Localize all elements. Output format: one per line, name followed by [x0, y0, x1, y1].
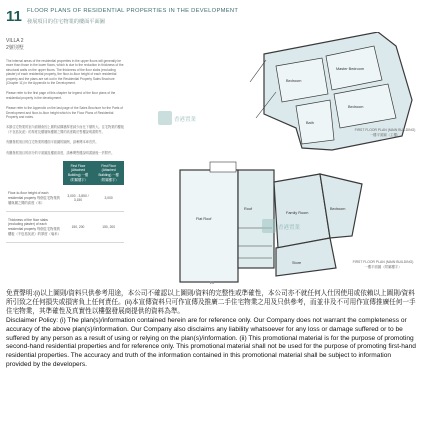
- left-column: [6, 38, 124, 243]
- table-row: [6, 185, 124, 212]
- room-label: Bedroom: [286, 79, 302, 83]
- chapter-title-zh: 發展項目的住宅物業的樓面平面圖: [27, 19, 105, 25]
- disclaimer: [6, 290, 418, 370]
- room-label: Master Bedroom: [336, 67, 365, 71]
- room-label: Bedroom: [330, 207, 346, 211]
- bottom-plan-caption-zh: 一樓平面圖（附屬樓宇）: [364, 264, 402, 269]
- svg-text:香港置業: 香港置業: [278, 225, 301, 231]
- villa-label-en: VILLA 2: [6, 38, 24, 44]
- note-6: 有關發展項目的部分的平面圖及樓面高度，請參閱售樓說明書最後一頁附件。: [6, 150, 115, 155]
- room-label: Family Room: [286, 211, 309, 215]
- room-label: Bath: [306, 121, 314, 125]
- row-value: 3,000 - 3,850 / 3,150: [63, 185, 94, 212]
- top-plan-caption-zh: 一樓平面圖（主樓）: [369, 132, 401, 137]
- bottom-plan-caption: [350, 260, 416, 269]
- row-value: 150, 200: [63, 212, 94, 243]
- watermark-logo: [158, 110, 198, 133]
- area-table-col2: First Floor (Attached Building) 一樓（附屬樓宇）: [93, 161, 124, 185]
- row-label: Floor-to-floor height of each residential property 每個住宅物業的層與層之間的高度（米）: [6, 185, 63, 212]
- top-plan-caption-en: FIRST FLOOR PLAN (MAIN BUILDING): [354, 128, 416, 132]
- disclaimer-en: Disclaimer Policy: (i) The plan(s)/information contained herein are for reference only. Our Company does not warrant the completeness or accuracy of the above plan(s)/information. Our Company also disclaims any liability whatsoever for any loss or damage suffered or to be suffered by any person as a result of using or relying on the plan(s)/information. (ii) This promotional material is for the purpose of promoting second-hand residential properties and for reference only. This promotional material shall not be used for the purpose of promoting first-hand residential properties. The accuracy and truth of the information contained in this promotional material shall be subject to information provided by the developers.: [6, 316, 416, 369]
- table-row: [6, 212, 124, 243]
- page-number: 26: [209, 280, 215, 285]
- note-2: Please refer to the first page of this chapter for legend of the floor plans of the residential property in the development.: [6, 91, 116, 100]
- svg-text:香港置業: 香港置業: [174, 117, 197, 123]
- row-value: 3,000: [93, 185, 124, 212]
- area-table-col1: First Floor (Attached Building) 一樓（附屬樓宇）: [63, 161, 94, 185]
- note-5: 有關發展項目的住宅物業的樓面平面圖的圖例，請參閱本章首頁。: [6, 140, 99, 145]
- row-value: 150, 200: [93, 212, 124, 243]
- area-table-corner: [6, 161, 63, 185]
- room-label: Flat Roof: [196, 217, 212, 221]
- room-label: Store: [292, 261, 302, 265]
- area-table: [6, 161, 124, 243]
- watermark-icon: [158, 110, 198, 128]
- chapter-number: 11: [6, 8, 22, 25]
- room-label: Bedroom: [348, 105, 364, 109]
- note-4: 本節住宅物業的室內面積會因上層的結構牆厚度減少而比下層的大。住宅物業的樓板（不包括灰泥）的厚度及樓層與樓層之間的高度載於售樓說明書附件。: [6, 125, 124, 134]
- floor-plan-drawing: [126, 32, 418, 290]
- bottom-plan-caption-en: FIRST FLOOR PLAN (MAIN BUILDING): [352, 260, 414, 264]
- room-label: Roof: [244, 207, 253, 211]
- villa-label-zh: 2號別墅: [6, 45, 24, 51]
- disclaimer-zh: 免責聲明:(i)以上圖則/資料只供參考用途，本公司不確認以上圖則/資料的完整性或準確性，本公司亦不就任何人仕因使用或依賴以上圖則/資料所引致之任何損失或損害負上任何責任。(ii)本宣傳資料只可作宣傳及推廣二手住宅物業之用及只供參考，而並非及不可用作宣傳推廣任何一手住宅物業，其準確性及真實性以樓盤發展商提供的資料為準。: [6, 290, 416, 315]
- row-label: Thickness of the floor slabs (excluding plaster) of each residential property 每個住宅物業的樓板（不包括灰泥）的厚度（毫米）: [6, 212, 63, 243]
- note-1: The internal areas of the residential properties in the upper floors will generally be more than those in the lower floors, which is due to the reduction in thickness of the structural walls on the upper floors. The thickness of the floor slabs (excluding plaster) of each residential property, the floor-to-floor height of each residential property and the plans are set out in the Residential Property Sales Brochure (Chapter 11) in the Appendix to the Development.: [6, 59, 124, 86]
- chapter-title-en: FLOOR PLANS OF RESIDENTIAL PROPERTIES IN THE DEVELOPMENT: [27, 8, 239, 14]
- note-3: Please refer to the Appendix on the last page of the Sales Brochure for the Parts of Development and floor-to-floor height which is the Floor Plans of Residential Property and notes.: [6, 106, 123, 120]
- watermark-logo: [262, 218, 302, 241]
- top-plan-caption: [352, 128, 418, 137]
- floor-plans: [126, 32, 418, 290]
- watermark-icon: [262, 218, 302, 236]
